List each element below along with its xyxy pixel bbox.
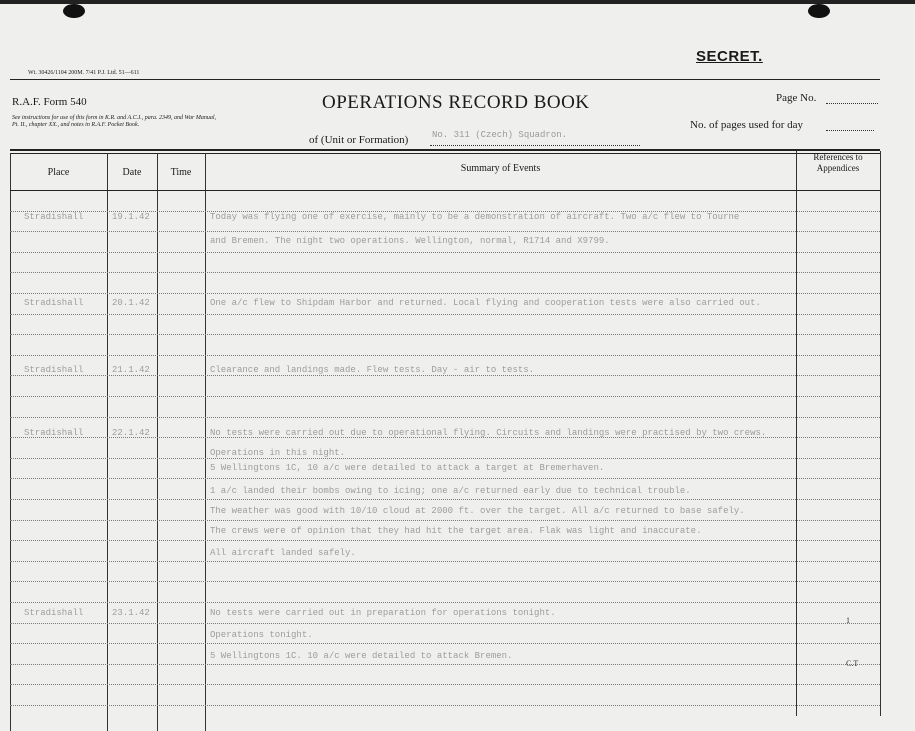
header-rule-thick (10, 149, 880, 151)
column-header-time: Time (170, 167, 192, 178)
column-border-right (880, 151, 881, 716)
ruled-line (10, 664, 880, 665)
unit-label: of (Unit or Formation) (309, 134, 409, 146)
ruled-line (10, 478, 880, 479)
header-rule-thin (10, 153, 880, 154)
secret-stamp: SECRET. (696, 48, 763, 65)
entry-place: Stradishall (24, 298, 84, 308)
entry-summary: 1 a/c landed their bombs owing to icing; one a/c returned early due to technical trouble. (210, 486, 691, 496)
entry-summary: One a/c flew to Shipdam Harbor and returned. Local flying and cooperation tests were also carried out. (210, 298, 761, 308)
ruled-line (10, 252, 880, 253)
ruled-line (10, 581, 880, 582)
unit-value: No. 311 (Czech) Squadron. (432, 130, 568, 140)
top-rule (10, 79, 880, 80)
ruled-line (10, 643, 880, 644)
printer-line: Wt. 30426/1104 200M. 7/41 P.J. Ltd. 51—611 (28, 70, 140, 76)
column-border-summary-refs (796, 151, 797, 716)
form-instructions: See instructions for use of this form in K.R. and A.C.I., para. 2349, and War Manual, Pt. II., chapter XX., and notes in R.A.F. Pocket Book. (12, 115, 217, 128)
ruled-line (10, 293, 880, 294)
entry-date: 22.1.42 (112, 428, 150, 438)
entry-place: Stradishall (24, 608, 84, 618)
entry-summary: 5 Wellingtons 1C, 10 a/c were detailed to attack a target at Bremerhaven. (210, 463, 605, 473)
ruled-line (10, 314, 880, 315)
entry-date: 23.1.42 (112, 608, 150, 618)
entry-place: Stradishall (24, 365, 84, 375)
entry-summary: and Bremen. The night two operations. Wellington, normal, R1714 and X9799. (210, 236, 610, 246)
ruled-line (10, 540, 880, 541)
column-header-place: Place (47, 167, 70, 178)
column-border-left (10, 153, 11, 731)
entry-place: Stradishall (24, 212, 84, 222)
form-number: R.A.F. Form 540 (12, 96, 87, 108)
ruled-line (10, 458, 880, 459)
entry-summary: All aircraft landed safely. (210, 548, 356, 558)
ruled-line (10, 499, 880, 500)
pages-used-field (826, 130, 874, 131)
entry-summary: Today was flying one of exercise, mainly to be a demonstration of aircraft. Two a/c flew to Tourne (210, 212, 740, 222)
column-border-place-date (107, 153, 108, 731)
punch-hole-left (63, 4, 85, 18)
column-header-date: Date (122, 167, 142, 178)
entry-summary: Operations in this night. (210, 448, 346, 458)
entry-date: 21.1.42 (112, 365, 150, 375)
ruled-line (10, 602, 880, 603)
punch-hole-right (808, 4, 830, 18)
column-border-date-time (157, 153, 158, 731)
ruled-line (10, 684, 880, 685)
page-top-edge (0, 0, 915, 4)
entry-summary: Operations tonight. (210, 630, 313, 640)
ruled-line (10, 375, 880, 376)
ruled-line (10, 417, 880, 418)
column-header-summary: Summary of Events (460, 163, 541, 174)
entry-date: 20.1.42 (112, 298, 150, 308)
ruled-line (10, 623, 880, 624)
appendix-reference: 1 (846, 616, 850, 625)
entry-summary: Clearance and landings made. Flew tests. Day - air to tests. (210, 365, 535, 375)
ruled-line (10, 272, 880, 273)
ruled-line (10, 231, 880, 232)
unit-field (430, 145, 640, 146)
page-title: OPERATIONS RECORD BOOK (322, 92, 590, 113)
entry-summary: No tests were carried out due to operational flying. Circuits and landings were practised by two crews. (210, 428, 767, 438)
pages-used-label: No. of pages used for day (690, 119, 804, 131)
ruled-line (10, 705, 880, 706)
entry-place: Stradishall (24, 428, 84, 438)
entry-date: 19.1.42 (112, 212, 150, 222)
ruled-line (10, 520, 880, 521)
entry-summary: 5 Wellingtons 1C. 10 a/c were detailed to attack Bremen. (210, 651, 513, 661)
header-bottom-rule (10, 190, 880, 191)
ruled-line (10, 561, 880, 562)
entry-summary: The weather was good with 10/10 cloud at 2000 ft. over the target. All a/c returned to base safely. (210, 506, 745, 516)
ruled-line (10, 334, 880, 335)
column-border-time-summary (205, 153, 206, 731)
column-header-references: References to Appendices (813, 152, 863, 173)
page-number-label: Page No. (776, 92, 817, 104)
page-number-field (826, 103, 878, 104)
ruled-line (10, 396, 880, 397)
ruled-line (10, 355, 880, 356)
appendix-reference: C.T (846, 659, 859, 668)
entry-summary: The crews were of opinion that they had hit the target area. Flak was light and inaccurate. (210, 526, 702, 536)
entry-summary: No tests were carried out in preparation for operations tonight. (210, 608, 556, 618)
